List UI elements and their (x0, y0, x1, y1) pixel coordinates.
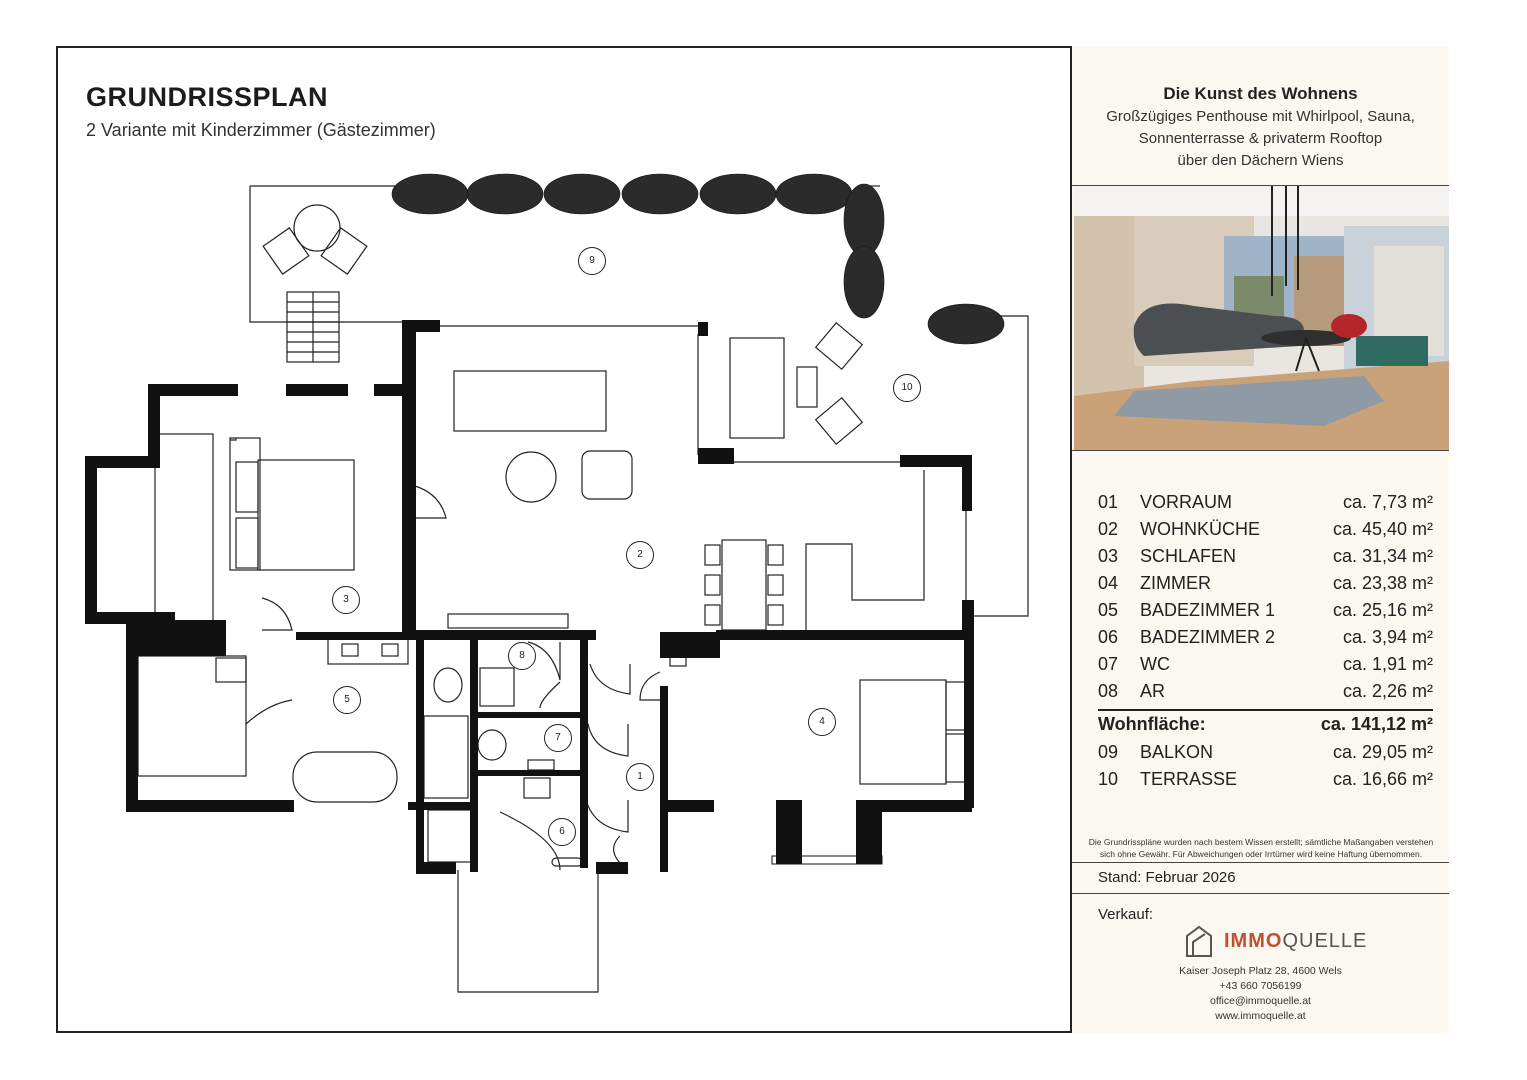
room-marker-8: 8 (508, 642, 536, 670)
room-marker-10: 10 (893, 374, 921, 402)
room-name: WC (1140, 654, 1170, 674)
room-number: 06 (1098, 627, 1119, 647)
room-marker-3: 3 (332, 586, 360, 614)
room-name: BADEZIMMER 1 (1140, 600, 1276, 620)
room-number: 07 (1098, 654, 1119, 674)
room-number: 01 (1098, 492, 1119, 512)
floor-plan (70, 160, 1060, 1020)
room-row-10 (1098, 769, 1433, 795)
stand-box (1072, 862, 1449, 894)
headline-box (1072, 46, 1449, 186)
room-number: 02 (1098, 519, 1119, 539)
room-row-02 (1098, 519, 1433, 545)
room-row-01 (1098, 492, 1433, 518)
contact-address: Kaiser Joseph Platz 28, 4600 Wels (1179, 965, 1342, 977)
disclaimer-line-2: sich ohne Gewähr. Für Abweichungen oder Irrtümer wird keine Haftung übernommen. (1099, 849, 1423, 859)
stand-date: Stand: Februar 2026 (1098, 869, 1236, 886)
logo-text-light: QUELLE (1282, 930, 1368, 952)
photo-frame-bottom (1072, 450, 1449, 451)
room-row-04 (1098, 573, 1433, 599)
room-marker-7: 7 (544, 724, 572, 752)
room-number: 09 (1098, 742, 1119, 762)
room-area: ca. 3,94 m² (1342, 627, 1433, 647)
room-row-05 (1098, 600, 1433, 626)
page-title: GRUNDRISSPLAN (86, 82, 329, 112)
contact-email[interactable]: office@immoquelle.at (1210, 995, 1311, 1007)
contact-phone: +43 660 7056199 (1219, 980, 1302, 992)
tagline-line-1: Großzügiges Penthouse mit Whirlpool, Sauna, (1106, 108, 1415, 125)
room-name: WOHNKÜCHE (1140, 519, 1260, 539)
room-name: VORRAUM (1140, 492, 1233, 512)
logo-wordmark (1224, 930, 1367, 953)
disclaimer-line-1: Die Grundrisspläne wurden nach bestem Wissen erstellt; sämtliche Maßangaben verstehen (1088, 837, 1434, 847)
room-number: 10 (1098, 769, 1119, 789)
total-label: Wohnfläche: (1098, 714, 1206, 734)
room-area: ca. 31,34 m² (1332, 546, 1433, 566)
disclaimer (1080, 836, 1442, 860)
contact-website[interactable]: www.immoquelle.at (1215, 1010, 1306, 1022)
logo-text-bold: IMMO (1224, 930, 1283, 952)
room-area: ca. 29,05 m² (1332, 742, 1433, 762)
room-area: ca. 7,73 m² (1342, 492, 1433, 512)
room-area: ca. 16,66 m² (1332, 769, 1433, 789)
room-row-07 (1098, 654, 1433, 680)
interior-photo (1074, 186, 1449, 450)
room-row-08 (1098, 681, 1433, 707)
room-row-06 (1098, 627, 1433, 653)
house-logo-icon (1184, 924, 1214, 958)
room-name: AR (1140, 681, 1166, 701)
total-area: ca. 141,12 m² (1320, 714, 1433, 734)
room-name: ZIMMER (1140, 573, 1211, 593)
room-number: 03 (1098, 546, 1119, 566)
room-name: TERRASSE (1140, 769, 1238, 789)
total-row (1098, 714, 1433, 740)
room-marker-5: 5 (333, 686, 361, 714)
room-area: ca. 1,91 m² (1342, 654, 1433, 674)
room-number: 04 (1098, 573, 1119, 593)
room-area: ca. 23,38 m² (1332, 573, 1433, 593)
company-logo (1184, 924, 1384, 960)
sales-label: Verkauf: (1098, 906, 1154, 923)
room-area: ca. 2,26 m² (1342, 681, 1433, 701)
room-marker-6: 6 (548, 818, 576, 846)
room-marker-4: 4 (808, 708, 836, 736)
tagline-line-3: über den Dächern Wiens (1177, 152, 1344, 169)
room-marker-2: 2 (626, 541, 654, 569)
room-area: ca. 45,40 m² (1332, 519, 1433, 539)
room-marker-1: 1 (626, 763, 654, 791)
room-row-03 (1098, 546, 1433, 572)
room-row-09 (1098, 742, 1433, 768)
room-name: SCHLAFEN (1140, 546, 1237, 566)
room-name: BALKON (1140, 742, 1214, 762)
room-number: 08 (1098, 681, 1119, 701)
room-name: BADEZIMMER 2 (1140, 627, 1276, 647)
info-panel (1070, 46, 1449, 1033)
tagline-line-2: Sonnenterrasse & privaterm Rooftop (1138, 130, 1383, 147)
total-separator (1098, 709, 1433, 711)
room-area: ca. 25,16 m² (1332, 600, 1433, 620)
page-subtitle: 2 Variante mit Kinderzimmer (Gästezimmer) (86, 120, 436, 140)
room-marker-9: 9 (578, 247, 606, 275)
room-number: 05 (1098, 600, 1119, 620)
headline: Die Kunst des Wohnens (1163, 84, 1358, 103)
